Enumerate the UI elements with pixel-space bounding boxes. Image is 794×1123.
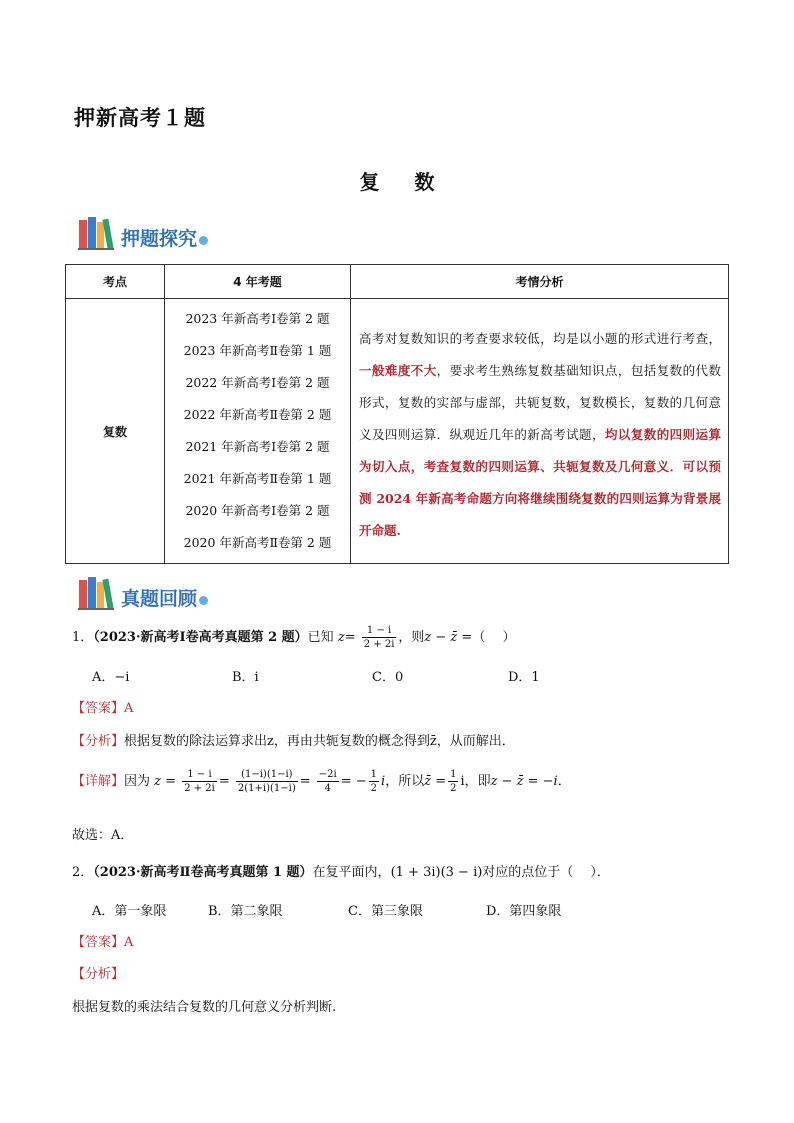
q-number: 1． [72,630,94,645]
q1-options [92,666,652,685]
year-item: 2023 年新高考Ⅱ卷第 1 题 [183,343,332,358]
q-source: （2023·新高考Ⅰ卷高考真题第 2 题） [93,630,308,645]
year-item: 2021 年新高考Ⅱ卷第 1 题 [183,471,332,486]
subject-title: 复 数 [359,170,449,194]
option-item: D．1 [508,670,540,685]
fraction: $\frac{(1-i)(1-i)}{2(1+i)(1-i)}$ [237,769,296,794]
year-item: 2022 年新高考Ⅱ卷第 2 题 [183,407,332,422]
year-item: 2022 年新高考Ⅰ卷第 2 题 [185,375,330,390]
q2-options [92,900,692,919]
analysis-text: 高考对复数知识的考查要求较低，均是以小题的形式进行考查， [359,331,721,346]
fraction: $\frac{-2i}{4}$ [318,769,337,794]
section-header-review [78,576,208,610]
section-header-explore [78,216,208,250]
q1-detail: 【详解】因为 z = $\frac{1 - i}{2 + 2i}$ = $\frac{(1-i)(1-i)}{2(1+i)(1-i)}$ = $\frac{-2i}{4}$ = − $\frac{1}{2}$ i，所以z̄ = $\frac{1}{2}$ i，即z − z̄ = −i． [72,769,571,794]
section-label: 押题探究 [121,228,198,250]
q1-analysis: 【分析】根据复数的除法运算求出z，再由共轭复数的概念得到z̄，从而解出． [72,734,515,749]
q2-analysis: 根据复数的乘法结合复数的几何意义分析判断. [72,1000,337,1015]
analysis-text: ，要求考生熟练复数基础知识点，包括复数的代数形式，复数的实部与虚部，共轭复数，复数模长，复数的几何意义及四则运算．纵观近几年的新高考试题， [359,363,721,442]
fraction: $\frac{1}{2}$ [370,769,378,794]
topic-cell: 复数 [66,299,165,564]
q-text: 对应的点位于（ ）． [482,865,610,880]
q-text: ，则 [398,630,425,645]
q1-answer: 【答案】A [72,701,134,716]
table-header: 考情分析 [351,265,729,299]
section-label: 真题回顾 [121,588,198,610]
q-text: 已知 [307,630,334,645]
analysis-cell [351,299,729,564]
q-expression: (1 + 3i)(3 − i) [390,865,483,880]
var-z: z [337,630,345,645]
q-expression: z − z̄ = [424,630,473,645]
option-item: A．第一象限 [92,904,167,919]
year-item: 2020 年新高考Ⅰ卷第 2 题 [185,503,330,518]
option-item: C．第三象限 [348,904,423,919]
q2-stem [72,861,610,880]
option-item: A．−i [92,670,130,685]
fraction: $\frac{1}{2}$ [450,769,457,794]
analysis-highlight: 一般难度不大 [359,363,437,378]
q1-stem [72,624,515,651]
analysis-highlight: 均以复数的四则运算为切入点，考查复数的四则运算、共轭复数及几何意义．可以预测 2024 年新高考命题方向将继续围绕复数的四则运算为背景展开命题 [359,427,721,538]
q-text: 在复平面内， [312,865,391,880]
table-row [66,299,729,564]
dot-icon [199,236,208,245]
fraction: $\frac{1 - i}{2 + 2i}$ [363,625,395,650]
exam-analysis-table [65,264,729,564]
year-item: 2023 年新高考Ⅰ卷第 2 题 [185,311,330,326]
analysis-text: . [396,523,401,538]
table-header: 4 年考题 [165,265,351,299]
q2-analysis-tag: 【分析】 [72,967,125,982]
document-title: 押新高考１题 [74,106,206,130]
year-item: 2021 年新高考Ⅰ卷第 2 题 [185,439,330,454]
dot-icon [199,596,208,605]
books-icon [78,576,118,610]
years-cell [165,299,351,564]
option-item: B．i [232,670,259,685]
q2-answer: 【答案】A [72,935,134,950]
q-number: 2． [72,865,94,880]
option-item: C．0 [372,670,404,685]
table-header: 考点 [66,265,165,299]
q-text: = [344,630,356,645]
books-icon [78,216,118,250]
q-source: （2023·新高考Ⅱ卷高考真题第 1 题） [93,865,313,880]
fraction: $\frac{1 - i}{2 + 2i}$ [184,769,215,794]
option-item: B．第二象限 [208,904,283,919]
answer-blank: （ ） [472,630,516,645]
year-item: 2020 年新高考Ⅱ卷第 2 题 [183,535,332,550]
option-item: D．第四象限 [486,904,562,919]
q1-choice: 故选：A． [72,828,134,843]
table-header-row [66,265,729,299]
